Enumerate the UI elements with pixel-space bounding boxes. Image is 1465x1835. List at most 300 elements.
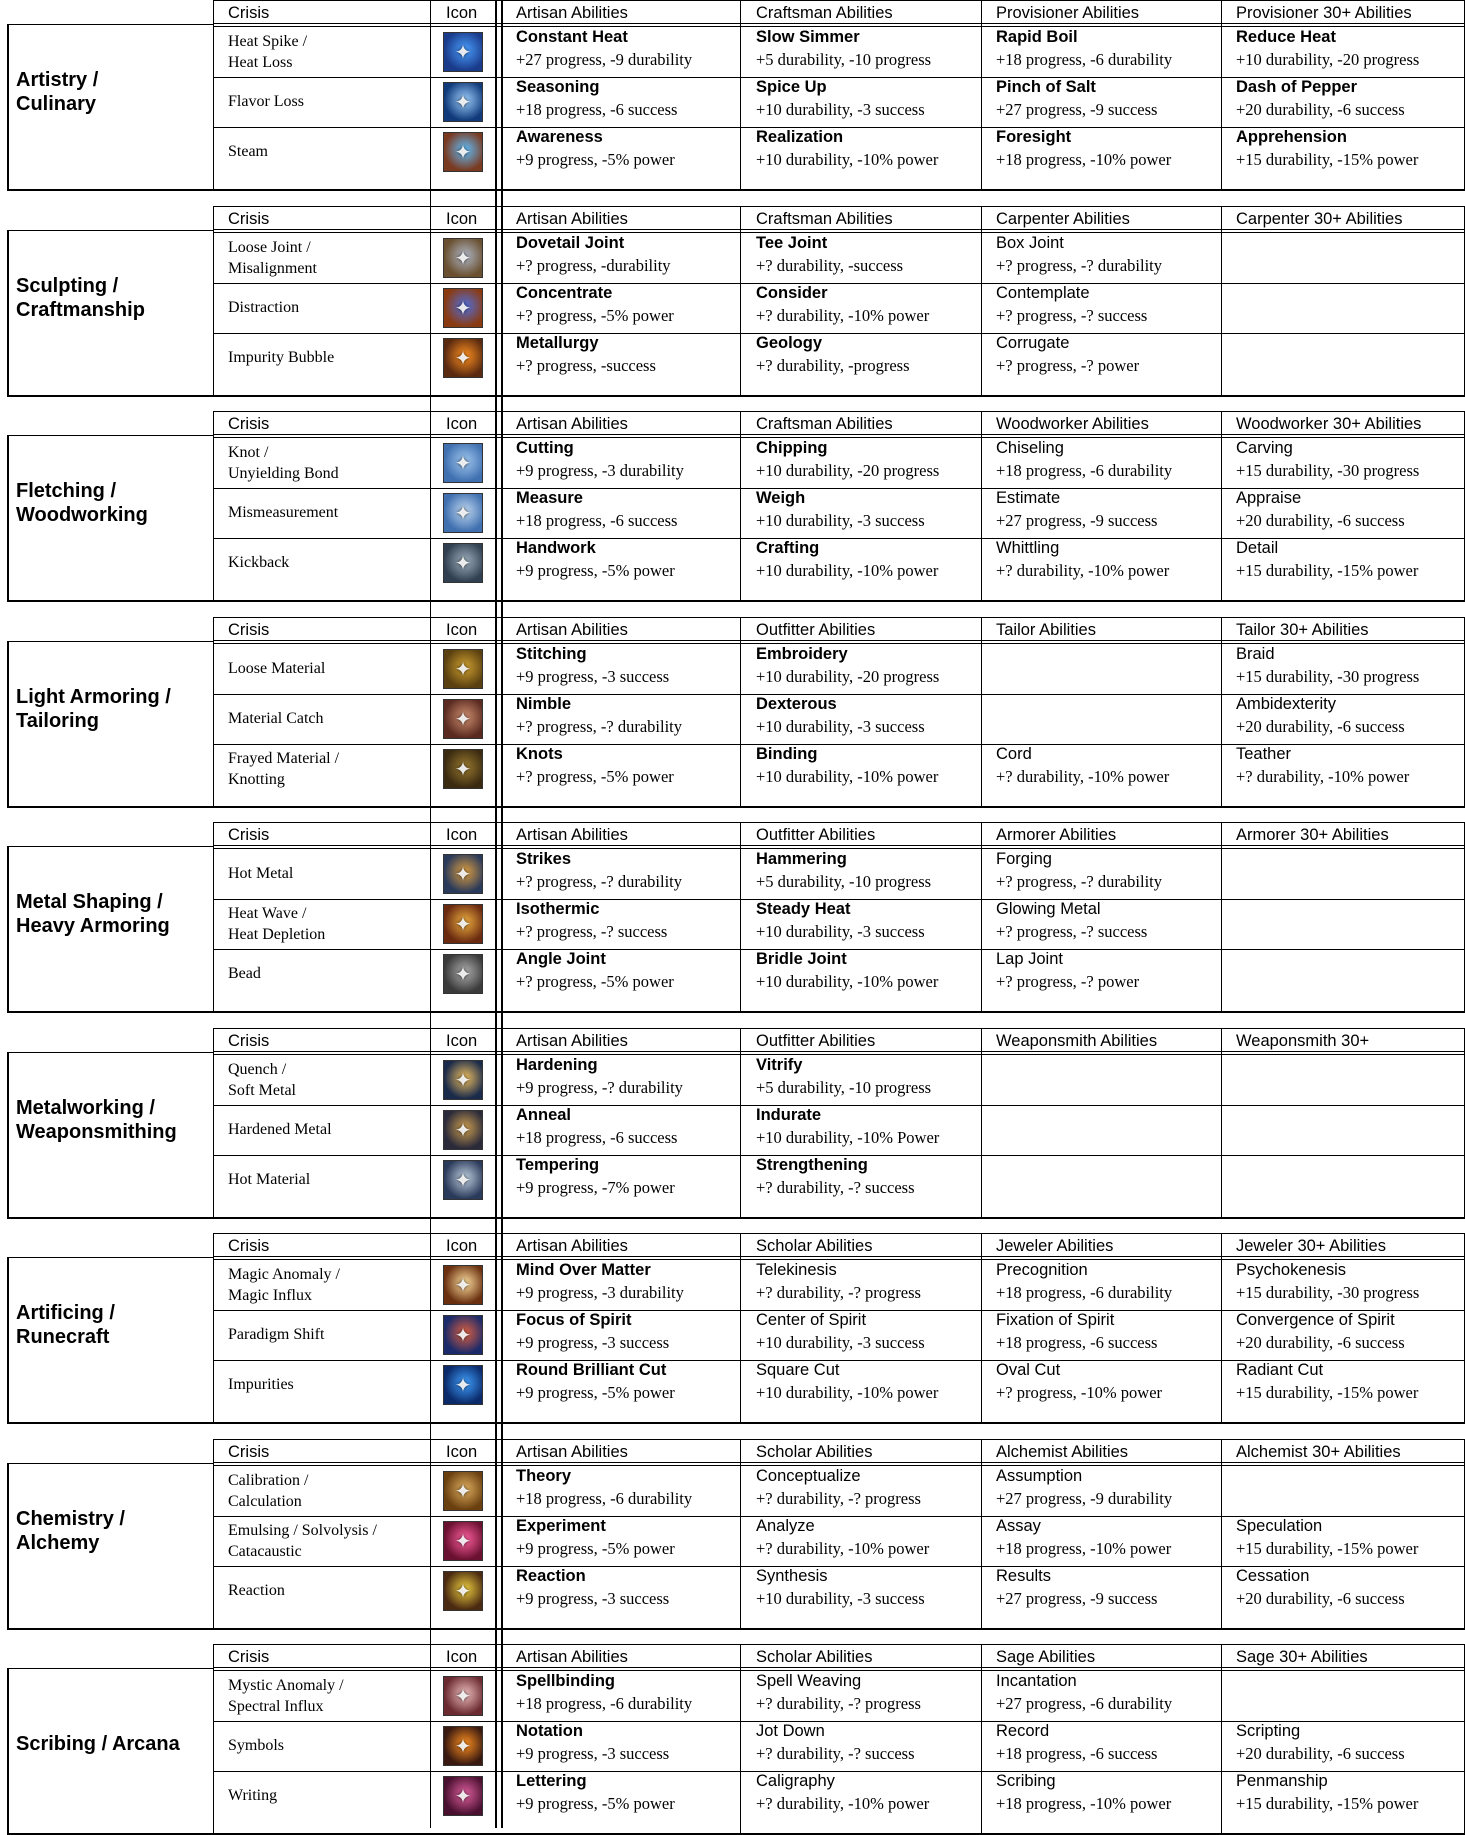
ability-effect: +9 progress, -5% power xyxy=(516,1541,675,1558)
ability-column-divider-3 xyxy=(1221,411,1222,600)
ability-name: Lap Joint xyxy=(996,951,1063,968)
ability-name: Spell Weaving xyxy=(756,1673,861,1690)
crisis-name: Quench / Soft Metal xyxy=(228,1059,296,1101)
header-rule-2 xyxy=(213,848,1465,849)
ability-column-divider-2 xyxy=(981,617,982,806)
ability-effect: +10 durability, -20 progress xyxy=(756,463,939,480)
ability-effect: +18 progress, -6 durability xyxy=(996,52,1172,69)
ability-name: Appraise xyxy=(1236,490,1301,507)
paradigm-shift-icon xyxy=(443,1315,483,1355)
crisis-name: Mismeasurement xyxy=(228,502,338,523)
ability-effect: +? progress, -10% power xyxy=(996,1385,1162,1402)
heat-spike-icon-glyph: ✦ xyxy=(444,33,482,71)
ability-name: Awareness xyxy=(516,129,603,146)
block-top-border xyxy=(213,1028,1465,1029)
ability-name: Precognition xyxy=(996,1262,1088,1279)
ability-name: Metallurgy xyxy=(516,335,599,352)
group-right-border xyxy=(213,822,214,1011)
distraction-icon-glyph: ✦ xyxy=(444,289,482,327)
ability-name: Knots xyxy=(516,746,563,763)
ability-effect: +15 durability, -30 progress xyxy=(1236,463,1419,480)
group-top-border xyxy=(7,230,213,231)
loose-material-icon xyxy=(443,649,483,689)
row-divider xyxy=(213,333,1465,334)
ability-name: Psychokenesis xyxy=(1236,1262,1346,1279)
column-header: Artisan Abilities xyxy=(516,5,628,22)
group-title: Metal Shaping / Heavy Armoring xyxy=(16,890,170,938)
ability-name: Angle Joint xyxy=(516,951,606,968)
crisis-name: Steam xyxy=(228,141,268,162)
impurities-icon-glyph: ✦ xyxy=(444,1366,482,1404)
block-bottom-border xyxy=(7,395,1465,397)
calibration-icon xyxy=(443,1471,483,1511)
column-header: Outfitter Abilities xyxy=(756,622,875,639)
ability-name: Lettering xyxy=(516,1773,587,1790)
ability-name: Box Joint xyxy=(996,235,1064,252)
ability-effect: +10 durability, -10% power xyxy=(756,152,938,169)
ability-name: Consider xyxy=(756,285,828,302)
ability-name: Slow Simmer xyxy=(756,29,860,46)
ability-name: Cord xyxy=(996,746,1032,763)
mismeasurement-icon xyxy=(443,493,483,533)
knot-icon-glyph: ✦ xyxy=(444,444,482,482)
column-header: Alchemist Abilities xyxy=(996,1444,1128,1461)
ability-column-divider-1 xyxy=(740,1028,741,1217)
ability-name: Steady Heat xyxy=(756,901,850,918)
header-rule-2 xyxy=(213,437,1465,438)
heat-wave-icon-glyph: ✦ xyxy=(444,905,482,943)
ability-effect: +27 progress, -9 success xyxy=(996,513,1157,530)
column-header: Crisis xyxy=(228,622,269,639)
ability-effect: +18 progress, -6 durability xyxy=(996,463,1172,480)
group-right-border xyxy=(213,0,214,189)
ability-name: Braid xyxy=(1236,646,1275,663)
row-divider xyxy=(213,1105,1465,1106)
ability-name: Jot Down xyxy=(756,1723,825,1740)
column-header: Craftsman Abilities xyxy=(756,416,893,433)
ability-column-divider-3 xyxy=(1221,1439,1222,1628)
crisis-name: Loose Joint / Misalignment xyxy=(228,237,317,279)
column-header: Crisis xyxy=(228,1444,269,1461)
ability-name: Geology xyxy=(756,335,822,352)
ability-effect: +? progress, -? durability xyxy=(996,874,1162,891)
ability-effect: +? durability, -10% power xyxy=(756,1796,929,1813)
ability-column-divider-1 xyxy=(740,1644,741,1833)
ability-effect: +27 progress, -9 success xyxy=(996,102,1157,119)
column-header: Icon xyxy=(446,5,477,22)
block-bottom-border xyxy=(7,1422,1465,1424)
ability-column-divider-2 xyxy=(981,206,982,395)
row-divider xyxy=(213,283,1465,284)
header-rule-1 xyxy=(213,1256,1465,1257)
column-header: Artisan Abilities xyxy=(516,1238,628,1255)
magic-anomaly-icon xyxy=(443,1265,483,1305)
ability-name: Hammering xyxy=(756,851,847,868)
column-header: Sage Abilities xyxy=(996,1649,1095,1666)
column-header: Carpenter Abilities xyxy=(996,211,1130,228)
ability-column-divider-1 xyxy=(740,1233,741,1422)
ability-effect: +15 durability, -30 progress xyxy=(1236,669,1419,686)
ability-effect: +18 progress, -10% power xyxy=(996,1796,1171,1813)
column-header: Crisis xyxy=(228,416,269,433)
ability-column-divider-3 xyxy=(1221,0,1222,189)
ability-column-divider-2 xyxy=(981,1233,982,1422)
ability-effect: +? progress, -? success xyxy=(516,924,667,941)
ability-name: Nimble xyxy=(516,696,571,713)
loose-joint-icon-glyph: ✦ xyxy=(444,239,482,277)
block-bottom-border xyxy=(7,600,1465,602)
ability-effect: +? durability, -? progress xyxy=(756,1285,921,1302)
crisis-name: Impurities xyxy=(228,1374,294,1395)
ability-name: Fixation of Spirit xyxy=(996,1312,1114,1329)
block-left-border xyxy=(7,1463,9,1628)
group-title: Artistry / Culinary xyxy=(16,68,98,116)
distraction-icon xyxy=(443,288,483,328)
crisis-name: Symbols xyxy=(228,1735,284,1756)
quench-icon-glyph: ✦ xyxy=(444,1061,482,1099)
ability-effect: +10 durability, -3 success xyxy=(756,102,925,119)
ability-name: Detail xyxy=(1236,540,1278,557)
column-divider-crisis xyxy=(430,0,431,1828)
ability-effect: +10 durability, -10% power xyxy=(756,563,938,580)
ability-name: Corrugate xyxy=(996,335,1069,352)
column-header: Outfitter Abilities xyxy=(756,827,875,844)
ability-name: Radiant Cut xyxy=(1236,1362,1323,1379)
ability-column-divider-3 xyxy=(1221,617,1222,806)
column-header: Tailor 30+ Abilities xyxy=(1236,622,1369,639)
crisis-name: Hardened Metal xyxy=(228,1119,332,1140)
group-top-border xyxy=(7,641,213,642)
header-rule-1 xyxy=(213,640,1465,641)
column-header: Artisan Abilities xyxy=(516,622,628,639)
group-right-border xyxy=(213,617,214,806)
column-header: Tailor Abilities xyxy=(996,622,1096,639)
ability-name: Square Cut xyxy=(756,1362,839,1379)
ability-name: Round Brilliant Cut xyxy=(516,1362,666,1379)
ability-name: Crafting xyxy=(756,540,819,557)
ability-effect: +? progress, -? durability xyxy=(516,719,682,736)
ability-name: Tempering xyxy=(516,1157,599,1174)
ability-effect: +? durability, -? progress xyxy=(756,1491,921,1508)
quench-icon xyxy=(443,1060,483,1100)
column-header: Icon xyxy=(446,211,477,228)
ability-effect: +27 progress, -9 durability xyxy=(996,1491,1172,1508)
ability-effect: +15 durability, -15% power xyxy=(1236,1541,1418,1558)
ability-name: Carving xyxy=(1236,440,1293,457)
ability-name: Cutting xyxy=(516,440,574,457)
ability-effect: +? durability, -? progress xyxy=(756,1696,921,1713)
ability-column-divider-2 xyxy=(981,1439,982,1628)
ability-effect: +? progress, -5% power xyxy=(516,769,674,786)
ability-effect: +18 progress, -6 success xyxy=(516,102,677,119)
ability-effect: +10 durability, -3 success xyxy=(756,719,925,736)
flavor-loss-icon xyxy=(443,82,483,122)
kickback-icon xyxy=(443,543,483,583)
ability-name: Ambidexterity xyxy=(1236,696,1336,713)
ability-effect: +20 durability, -6 success xyxy=(1236,1335,1405,1352)
crisis-name: Hot Material xyxy=(228,1169,310,1190)
ability-effect: +9 progress, -3 durability xyxy=(516,1285,684,1302)
ability-effect: +? progress, -5% power xyxy=(516,308,674,325)
group-right-border xyxy=(213,411,214,600)
mystic-anomaly-icon xyxy=(443,1676,483,1716)
block-left-border xyxy=(7,1052,9,1217)
ability-effect: +15 durability, -15% power xyxy=(1236,1796,1418,1813)
header-rule-1 xyxy=(213,1462,1465,1463)
ability-name: Cessation xyxy=(1236,1568,1309,1585)
symbols-icon xyxy=(443,1726,483,1766)
group-right-border xyxy=(213,206,214,395)
crisis-name: Material Catch xyxy=(228,708,324,729)
header-rule-1 xyxy=(213,23,1465,24)
column-header: Woodworker Abilities xyxy=(996,416,1149,433)
ability-name: Concentrate xyxy=(516,285,612,302)
ability-name: Stitching xyxy=(516,646,587,663)
column-header: Artisan Abilities xyxy=(516,1444,628,1461)
ability-name: Strengthening xyxy=(756,1157,868,1174)
ability-effect: +27 progress, -9 success xyxy=(996,1591,1157,1608)
group-title: Scribing / Arcana xyxy=(16,1732,180,1756)
column-header: Armorer Abilities xyxy=(996,827,1116,844)
header-rule-2 xyxy=(213,1259,1465,1260)
ability-effect: +9 progress, -3 success xyxy=(516,1746,669,1763)
ability-name: Caligraphy xyxy=(756,1773,835,1790)
ability-effect: +9 progress, -3 success xyxy=(516,669,669,686)
ability-name: Hardening xyxy=(516,1057,598,1074)
ability-effect: +27 progress, -9 durability xyxy=(516,52,692,69)
header-rule-2 xyxy=(213,26,1465,27)
ability-effect: +20 durability, -6 success xyxy=(1236,719,1405,736)
column-header: Crisis xyxy=(228,827,269,844)
emulsing-icon xyxy=(443,1521,483,1561)
ability-effect: +9 progress, -? durability xyxy=(516,1080,683,1097)
block-bottom-border xyxy=(7,806,1465,808)
block-bottom-border xyxy=(7,1011,1465,1013)
ability-effect: +? progress, -durability xyxy=(516,258,671,275)
column-header: Artisan Abilities xyxy=(516,1649,628,1666)
ability-effect: +? progress, -? power xyxy=(996,974,1139,991)
reaction-icon xyxy=(443,1571,483,1611)
column-header: Sage 30+ Abilities xyxy=(1236,1649,1368,1666)
ability-effect: +15 durability, -30 progress xyxy=(1236,1285,1419,1302)
ability-name: Foresight xyxy=(996,129,1071,146)
ability-name: Embroidery xyxy=(756,646,848,663)
crisis-name: Reaction xyxy=(228,1580,285,1601)
crisis-name: Distraction xyxy=(228,297,299,318)
ability-name: Dexterous xyxy=(756,696,837,713)
column-header: Craftsman Abilities xyxy=(756,5,893,22)
ability-name: Rapid Boil xyxy=(996,29,1078,46)
ability-name: Tee Joint xyxy=(756,235,827,252)
ability-name: Anneal xyxy=(516,1107,571,1124)
mismeasurement-icon-glyph: ✦ xyxy=(444,494,482,532)
crisis-name: Bead xyxy=(228,963,261,984)
block-top-border xyxy=(213,822,1465,823)
ability-name: Indurate xyxy=(756,1107,821,1124)
crisis-name: Kickback xyxy=(228,552,289,573)
ability-column-divider-1 xyxy=(740,1439,741,1628)
group-title: Light Armoring / Tailoring xyxy=(16,685,171,733)
ability-effect: +9 progress, -3 success xyxy=(516,1335,669,1352)
column-header: Provisioner 30+ Abilities xyxy=(1236,5,1412,22)
frayed-material-icon xyxy=(443,749,483,789)
block-bottom-border xyxy=(7,1628,1465,1630)
ability-effect: +9 progress, -5% power xyxy=(516,563,675,580)
group-title: Sculpting / Craftmanship xyxy=(16,274,145,322)
ability-effect: +9 progress, -5% power xyxy=(516,1796,675,1813)
ability-name: Spice Up xyxy=(756,79,827,96)
ability-name: Telekinesis xyxy=(756,1262,837,1279)
ability-name: Scribing xyxy=(996,1773,1056,1790)
ability-name: Experiment xyxy=(516,1518,606,1535)
ability-effect: +? durability, -success xyxy=(756,258,903,275)
ability-effect: +27 progress, -6 durability xyxy=(996,1696,1172,1713)
group-top-border xyxy=(7,846,213,847)
ability-name: Dash of Pepper xyxy=(1236,79,1357,96)
ability-effect: +5 durability, -10 progress xyxy=(756,52,931,69)
impurity-bubble-icon xyxy=(443,338,483,378)
ability-column-divider-1 xyxy=(740,822,741,1011)
ability-effect: +? progress, -success xyxy=(516,358,656,375)
ability-column-divider-3 xyxy=(1221,822,1222,1011)
ability-effect: +? durability, -? success xyxy=(756,1180,915,1197)
header-rule-1 xyxy=(213,229,1465,230)
header-rule-2 xyxy=(213,232,1465,233)
impurities-icon xyxy=(443,1365,483,1405)
crisis-name: Paradigm Shift xyxy=(228,1324,324,1345)
crisis-name: Mystic Anomaly / Spectral Influx xyxy=(228,1675,344,1717)
ability-effect: +? progress, -5% power xyxy=(516,974,674,991)
ability-effect: +? progress, -? durability xyxy=(996,258,1162,275)
ability-effect: +10 durability, -10% power xyxy=(756,1385,938,1402)
steam-icon-glyph: ✦ xyxy=(444,133,482,171)
column-header: Outfitter Abilities xyxy=(756,1033,875,1050)
crisis-name: Heat Wave / Heat Depletion xyxy=(228,903,325,945)
block-top-border xyxy=(213,206,1465,207)
column-header: Artisan Abilities xyxy=(516,416,628,433)
ability-effect: +9 progress, -5% power xyxy=(516,152,675,169)
ability-effect: +? progress, -? success xyxy=(996,308,1147,325)
ability-column-divider-1 xyxy=(740,206,741,395)
ability-column-divider-3 xyxy=(1221,1644,1222,1833)
block-top-border xyxy=(213,1233,1465,1234)
ability-effect: +20 durability, -6 success xyxy=(1236,513,1405,530)
ability-name: Center of Spirit xyxy=(756,1312,866,1329)
column-header: Icon xyxy=(446,1033,477,1050)
column-header: Icon xyxy=(446,1649,477,1666)
ability-column-divider-2 xyxy=(981,822,982,1011)
ability-name: Assay xyxy=(996,1518,1041,1535)
ability-effect: +5 durability, -10 progress xyxy=(756,874,931,891)
column-divider-inner xyxy=(501,0,503,1828)
ability-effect: +9 progress, -3 durability xyxy=(516,463,684,480)
crisis-name: Flavor Loss xyxy=(228,91,304,112)
column-header: Crisis xyxy=(228,1033,269,1050)
ability-effect: +10 durability, -3 success xyxy=(756,924,925,941)
ability-name: Constant Heat xyxy=(516,29,628,46)
ability-name: Seasoning xyxy=(516,79,599,96)
ability-name: Forging xyxy=(996,851,1052,868)
block-top-border xyxy=(213,411,1465,412)
symbols-icon-glyph: ✦ xyxy=(444,1727,482,1765)
ability-name: Dovetail Joint xyxy=(516,235,624,252)
column-header: Icon xyxy=(446,827,477,844)
ability-name: Strikes xyxy=(516,851,571,868)
ability-effect: +? durability, -10% power xyxy=(1236,769,1409,786)
column-header: Scholar Abilities xyxy=(756,1444,872,1461)
ability-effect: +10 durability, -10% power xyxy=(756,769,938,786)
column-header: Weaponsmith Abilities xyxy=(996,1033,1157,1050)
ability-effect: +15 durability, -15% power xyxy=(1236,563,1418,580)
ability-name: Synthesis xyxy=(756,1568,828,1585)
writing-icon xyxy=(443,1776,483,1816)
ability-effect: +18 progress, -10% power xyxy=(996,1541,1171,1558)
impurity-bubble-icon-glyph: ✦ xyxy=(444,339,482,377)
reaction-icon-glyph: ✦ xyxy=(444,1572,482,1610)
block-top-border xyxy=(213,1644,1465,1645)
calibration-icon-glyph: ✦ xyxy=(444,1472,482,1510)
column-header: Carpenter 30+ Abilities xyxy=(1236,211,1402,228)
ability-column-divider-2 xyxy=(981,0,982,189)
writing-icon-glyph: ✦ xyxy=(444,1777,482,1815)
ability-column-divider-2 xyxy=(981,411,982,600)
block-top-border xyxy=(213,0,1465,1)
ability-effect: +10 durability, -3 success xyxy=(756,513,925,530)
ability-name: Handwork xyxy=(516,540,596,557)
header-rule-1 xyxy=(213,434,1465,435)
header-rule-2 xyxy=(213,643,1465,644)
block-left-border xyxy=(7,1668,9,1833)
ability-name: Analyze xyxy=(756,1518,815,1535)
column-header: Artisan Abilities xyxy=(516,827,628,844)
ability-name: Notation xyxy=(516,1723,583,1740)
ability-name: Measure xyxy=(516,490,583,507)
ability-effect: +15 durability, -15% power xyxy=(1236,152,1418,169)
ability-name: Reaction xyxy=(516,1568,586,1585)
ability-name: Incantation xyxy=(996,1673,1077,1690)
column-header: Jeweler 30+ Abilities xyxy=(1236,1238,1386,1255)
crisis-name: Heat Spike / Heat Loss xyxy=(228,31,307,73)
ability-effect: +? progress, -? durability xyxy=(516,874,682,891)
loose-joint-icon xyxy=(443,238,483,278)
header-rule-2 xyxy=(213,1054,1465,1055)
ability-effect: +20 durability, -6 success xyxy=(1236,102,1405,119)
ability-name: Results xyxy=(996,1568,1051,1585)
ability-name: Realization xyxy=(756,129,843,146)
ability-column-divider-1 xyxy=(740,411,741,600)
ability-effect: +18 progress, -6 durability xyxy=(996,1285,1172,1302)
ability-name: Record xyxy=(996,1723,1049,1740)
ability-name: Convergence of Spirit xyxy=(1236,1312,1395,1329)
ability-name: Isothermic xyxy=(516,901,599,918)
paradigm-shift-icon-glyph: ✦ xyxy=(444,1316,482,1354)
ability-name: Whittling xyxy=(996,540,1059,557)
ability-name: Apprehension xyxy=(1236,129,1347,146)
crisis-name: Calibration / Calculation xyxy=(228,1470,308,1512)
ability-effect: +? durability, -? success xyxy=(756,1746,915,1763)
column-header: Jeweler Abilities xyxy=(996,1238,1113,1255)
steam-icon xyxy=(443,132,483,172)
hot-material-icon xyxy=(443,1160,483,1200)
group-top-border xyxy=(7,24,213,25)
ability-effect: +10 durability, -20 progress xyxy=(756,669,939,686)
ability-name: Teather xyxy=(1236,746,1291,763)
heat-spike-icon xyxy=(443,32,483,72)
group-top-border xyxy=(7,1463,213,1464)
magic-anomaly-icon-glyph: ✦ xyxy=(444,1266,482,1304)
group-top-border xyxy=(7,1257,213,1258)
emulsing-icon-glyph: ✦ xyxy=(444,1522,482,1560)
